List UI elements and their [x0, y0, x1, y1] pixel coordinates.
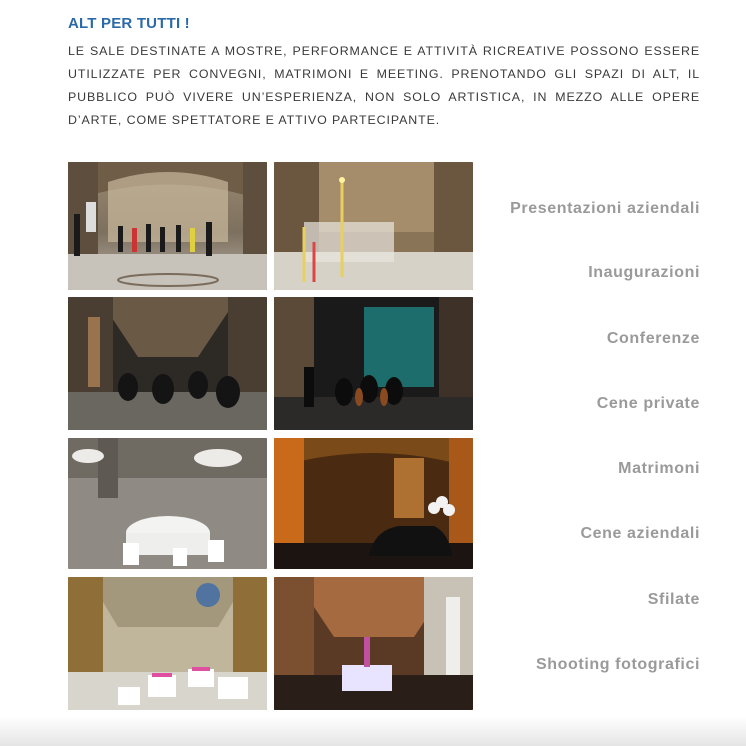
activity-item: Cene aziendali [580, 525, 700, 542]
activity-item: Cene private [596, 395, 700, 412]
photo-fashion-show [274, 577, 473, 710]
page-title: ALT PER TUTTI ! [68, 15, 190, 32]
photo-exhibition-gallery [68, 162, 267, 290]
activity-item: Matrimoni [618, 460, 700, 477]
intro-paragraph: LE SALE DESTINATE A MOSTRE, PERFORMANCE E ATTIVITÀ RICREATIVE POSSONO ESSERE UTILIZZATE PER CONVEGNI, MATRIMONI E MEETING. PRENOTANDO GLI SPAZI DI ALT, IL PUBBLICO PUÒ VIVERE UN’ESPERIENZA, NON SOLO ARTISTICA, IN MEZZO ALLE OPERE D’ARTE, COME SPETTATORE E ATTIVO PARTECIPANTE. [68, 44, 700, 127]
photo-conference-hall [68, 297, 267, 430]
photo-orchestra [274, 297, 473, 430]
activity-item: Sfilate [647, 591, 700, 608]
photo-car-event [274, 438, 473, 569]
bottom-shadow [0, 716, 746, 746]
activity-item: Inaugurazioni [588, 264, 700, 281]
activity-item: Conferenze [606, 330, 700, 347]
activity-item: Presentazioni aziendali [510, 200, 700, 217]
photo-candle-dinner [274, 162, 473, 290]
photo-wedding-tables [68, 438, 267, 569]
photo-fashion-lounge [68, 577, 267, 710]
activity-item: Shooting fotografici [536, 656, 700, 673]
